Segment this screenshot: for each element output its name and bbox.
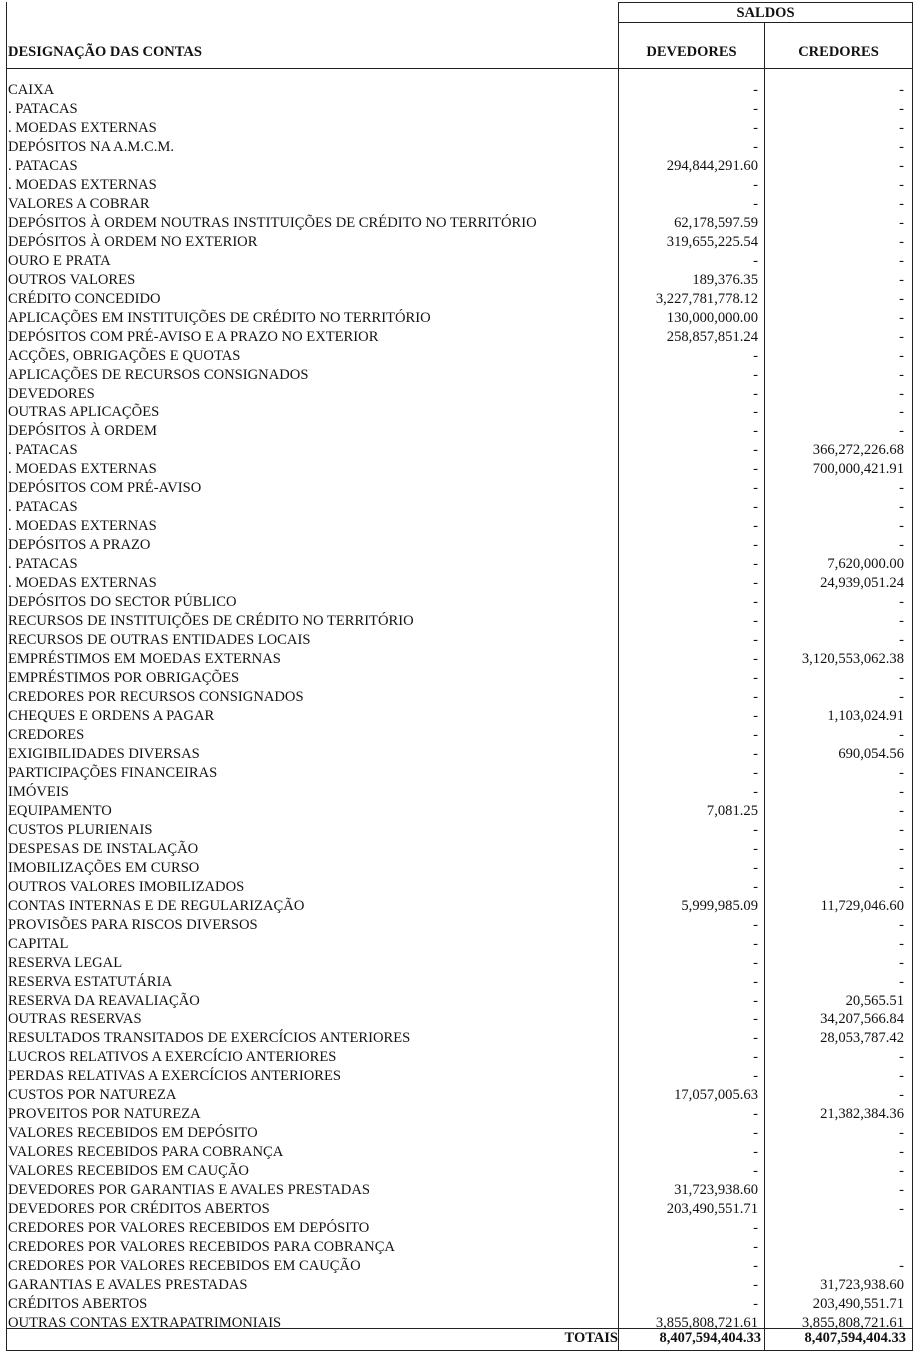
devedores-value: - bbox=[753, 935, 758, 952]
devedores-value: 3,855,808,721.61 bbox=[655, 1314, 758, 1331]
credores-value: - bbox=[899, 1201, 904, 1218]
devedores-value: - bbox=[753, 1296, 758, 1312]
table-row bbox=[6, 802, 913, 821]
devedores-value: 3,227,781,778.12 bbox=[655, 290, 758, 307]
devedores-value: - bbox=[753, 1277, 758, 1294]
devedores-value: - bbox=[753, 783, 758, 800]
account-name: LUCROS RELATIVOS A EXERCÍCIO ANTERIORES bbox=[8, 1049, 337, 1066]
devedores-value: - bbox=[753, 954, 758, 971]
credores-value: - bbox=[899, 271, 904, 288]
table-row bbox=[6, 536, 913, 555]
credores-value: - bbox=[899, 328, 904, 345]
devedores-value: - bbox=[753, 385, 758, 402]
account-name: CREDORES POR VALORES RECEBIDOS EM DEPÓSITO bbox=[8, 1220, 370, 1237]
account-rows bbox=[6, 81, 913, 1333]
credores-value: 11,729,046.60 bbox=[820, 897, 904, 914]
credores-value: - bbox=[899, 82, 904, 98]
devedores-value: - bbox=[753, 878, 758, 895]
account-name: EMPRÉSTIMOS POR OBRIGAÇÕES bbox=[8, 670, 240, 687]
account-name: EXIGIBILIDADES DIVERSAS bbox=[8, 745, 200, 762]
credores-value: - bbox=[899, 935, 904, 952]
credores-value: 690,054.56 bbox=[838, 745, 904, 762]
account-name: RESERVA DA REAVALIAÇÃO bbox=[8, 992, 200, 1009]
credores-value: - bbox=[899, 594, 904, 611]
table-row bbox=[6, 1162, 913, 1181]
table-row bbox=[6, 1124, 913, 1143]
devedores-value: - bbox=[753, 707, 758, 724]
devedores-value: - bbox=[753, 821, 758, 838]
devedores-value: - bbox=[753, 518, 758, 535]
credores-value: 3,855,808,721.61 bbox=[801, 1314, 904, 1331]
credores-value: - bbox=[899, 973, 904, 990]
devedores-value: - bbox=[753, 1106, 758, 1123]
devedores-value: - bbox=[753, 1220, 758, 1237]
table-row bbox=[6, 1029, 913, 1048]
table-row bbox=[6, 574, 913, 593]
credores-value: 203,490,551.71 bbox=[812, 1296, 904, 1312]
credores-value: - bbox=[899, 764, 904, 781]
credores-value: - bbox=[899, 100, 904, 117]
account-name: DEPÓSITOS NA A.M.C.M. bbox=[8, 138, 174, 155]
account-name: GARANTIAS E AVALES PRESTADAS bbox=[8, 1277, 248, 1294]
credores-value: 31,723,938.60 bbox=[820, 1277, 904, 1294]
table-row bbox=[6, 935, 913, 954]
devedores-value: - bbox=[753, 594, 758, 611]
credores-value: 700,000,421.91 bbox=[812, 461, 904, 478]
devedores-value: - bbox=[753, 651, 758, 668]
table-row bbox=[6, 252, 913, 271]
account-name: APLICAÇÕES DE RECURSOS CONSIGNADOS bbox=[8, 366, 309, 383]
account-name: RESULTADOS TRANSITADOS DE EXERCÍCIOS ANTERIORES bbox=[8, 1030, 411, 1047]
top-border bbox=[618, 2, 913, 3]
table-row bbox=[6, 992, 913, 1011]
account-name: . MOEDAS EXTERNAS bbox=[8, 461, 157, 478]
credores-value: - bbox=[899, 138, 904, 155]
account-name: DEPÓSITOS COM PRÉ-AVISO E A PRAZO NO EXTERIOR bbox=[8, 328, 379, 345]
account-name: OUTRAS APLICAÇÕES bbox=[8, 404, 160, 421]
devedores-value: - bbox=[753, 404, 758, 421]
devedores-value: - bbox=[753, 461, 758, 478]
credores-value: - bbox=[899, 802, 904, 819]
table-row bbox=[6, 1276, 913, 1295]
account-name: . PATACAS bbox=[8, 499, 78, 516]
table-row bbox=[6, 916, 913, 935]
devedores-value: 319,655,225.54 bbox=[666, 233, 758, 250]
table-row bbox=[6, 460, 913, 479]
saldos-header: SALDOS bbox=[736, 5, 795, 21]
account-name: RECURSOS DE INSTITUIÇÕES DE CRÉDITO NO TERRITÓRIO bbox=[8, 613, 414, 630]
devedores-value: - bbox=[753, 1125, 758, 1142]
credores-value: - bbox=[899, 726, 904, 743]
table-row bbox=[6, 1295, 913, 1314]
account-name: DEPÓSITOS A PRAZO bbox=[8, 537, 151, 554]
account-name: OUTRAS CONTAS EXTRAPATRIMONIAIS bbox=[8, 1314, 282, 1331]
account-name: . MOEDAS EXTERNAS bbox=[8, 575, 157, 592]
devedores-value: - bbox=[753, 252, 758, 269]
account-name: CREDORES POR VALORES RECEBIDOS EM CAUÇÃO bbox=[8, 1258, 361, 1275]
devedores-value: - bbox=[753, 119, 758, 136]
credores-value: - bbox=[899, 518, 904, 535]
table-row bbox=[6, 517, 913, 536]
table-row bbox=[6, 555, 913, 574]
devedores-value: - bbox=[753, 347, 758, 364]
table-row bbox=[6, 328, 913, 347]
account-name: CREDORES POR VALORES RECEBIDOS PARA COBRANÇA bbox=[8, 1239, 395, 1256]
credores-value: 20,565.51 bbox=[845, 992, 904, 1009]
account-name: VALORES RECEBIDOS EM CAUÇÃO bbox=[8, 1163, 249, 1180]
devedores-value: - bbox=[753, 366, 758, 383]
devedores-value: - bbox=[753, 670, 758, 687]
devedores-header: DEVEDORES bbox=[646, 44, 737, 60]
table-row bbox=[6, 821, 913, 840]
credores-value: - bbox=[899, 632, 904, 649]
totals-credores: 8,407,594,404.33 bbox=[804, 1330, 906, 1346]
table-row bbox=[6, 650, 913, 669]
account-name: . MOEDAS EXTERNAS bbox=[8, 176, 157, 193]
table-row bbox=[6, 1010, 913, 1029]
account-name: DEPÓSITOS COM PRÉ-AVISO bbox=[8, 480, 202, 497]
credores-value: 21,382,384.36 bbox=[820, 1106, 904, 1123]
table-row bbox=[6, 309, 913, 328]
credores-value: - bbox=[899, 366, 904, 383]
account-name: RECURSOS DE OUTRAS ENTIDADES LOCAIS bbox=[8, 632, 311, 649]
devedores-value: - bbox=[753, 973, 758, 990]
account-name: CUSTOS POR NATUREZA bbox=[8, 1087, 177, 1104]
table-row bbox=[6, 840, 913, 859]
credores-value: - bbox=[899, 347, 904, 364]
devedores-value: - bbox=[753, 1068, 758, 1085]
balance-sheet bbox=[6, 2, 913, 1351]
table-row bbox=[6, 403, 913, 422]
table-row bbox=[6, 157, 913, 176]
totals-devedores: 8,407,594,404.33 bbox=[659, 1330, 761, 1346]
credores-value: 3,120,553,062.38 bbox=[801, 651, 904, 668]
table-row bbox=[6, 214, 913, 233]
account-name: . MOEDAS EXTERNAS bbox=[8, 119, 157, 136]
devedores-value: - bbox=[753, 423, 758, 440]
table-row bbox=[6, 1105, 913, 1124]
account-name: OUTROS VALORES IMOBILIZADOS bbox=[8, 878, 245, 895]
table-row bbox=[6, 119, 913, 138]
credores-value: - bbox=[899, 821, 904, 838]
devedores-value: - bbox=[753, 613, 758, 630]
account-name: CAPITAL bbox=[8, 935, 69, 952]
table-row bbox=[6, 745, 913, 764]
devedores-value: - bbox=[753, 100, 758, 117]
credores-value: - bbox=[899, 176, 904, 193]
account-name: PERDAS RELATIVAS A EXERCÍCIOS ANTERIORES bbox=[8, 1068, 341, 1085]
account-name: IMOBILIZAÇÕES EM CURSO bbox=[8, 859, 200, 876]
account-name: DEVEDORES POR CRÉDITOS ABERTOS bbox=[8, 1201, 270, 1218]
table-row bbox=[6, 688, 913, 707]
account-name: PARTICIPAÇÕES FINANCEIRAS bbox=[8, 764, 218, 781]
table-row bbox=[6, 422, 913, 441]
account-name: CHEQUES E ORDENS A PAGAR bbox=[8, 707, 215, 724]
account-name: DEPÓSITOS À ORDEM NOUTRAS INSTITUIÇÕES DE CRÉDITO NO TERRITÓRIO bbox=[8, 214, 537, 231]
credores-value: - bbox=[899, 537, 904, 554]
table-row bbox=[6, 1067, 913, 1086]
account-name: . MOEDAS EXTERNAS bbox=[8, 518, 157, 535]
table-row bbox=[6, 1238, 913, 1257]
table-row bbox=[6, 1048, 913, 1067]
devedores-value: - bbox=[753, 992, 758, 1009]
account-name: EMPRÉSTIMOS EM MOEDAS EXTERNAS bbox=[8, 651, 281, 668]
devedores-value: - bbox=[753, 859, 758, 876]
credores-value: - bbox=[899, 499, 904, 516]
table-row bbox=[6, 973, 913, 992]
account-name: CREDORES POR RECURSOS CONSIGNADOS bbox=[8, 689, 304, 705]
account-name: DEPÓSITOS À ORDEM NO EXTERIOR bbox=[8, 233, 258, 250]
devedores-value: - bbox=[753, 556, 758, 573]
devedores-value: - bbox=[753, 480, 758, 497]
table-row bbox=[6, 498, 913, 517]
devedores-value: 130,000,000.00 bbox=[666, 309, 758, 326]
devedores-value: 5,999,985.09 bbox=[681, 897, 758, 914]
table-row bbox=[6, 1219, 913, 1238]
account-name: CRÉDITOS ABERTOS bbox=[8, 1296, 148, 1312]
account-name: RESERVA LEGAL bbox=[8, 954, 123, 971]
devedores-value: 258,857,851.24 bbox=[666, 328, 758, 345]
table-row bbox=[6, 878, 913, 897]
credores-value: - bbox=[899, 404, 904, 421]
account-name: CREDORES bbox=[8, 726, 85, 743]
account-name: CAIXA bbox=[8, 82, 55, 98]
credores-value: - bbox=[899, 1144, 904, 1161]
devedores-value: - bbox=[753, 176, 758, 193]
credores-value: - bbox=[899, 783, 904, 800]
table-row bbox=[6, 669, 913, 688]
account-name: DESPESAS DE INSTALAÇÃO bbox=[8, 840, 199, 857]
account-name: APLICAÇÕES EM INSTITUIÇÕES DE CRÉDITO NO TERRITÓRIO bbox=[8, 309, 431, 326]
table-row bbox=[6, 290, 913, 309]
table-row bbox=[6, 859, 913, 878]
devedores-value: - bbox=[753, 442, 758, 459]
devedores-value: - bbox=[753, 499, 758, 516]
devedores-value: - bbox=[753, 726, 758, 743]
devedores-value: - bbox=[753, 840, 758, 857]
devedores-value: - bbox=[753, 1049, 758, 1066]
credores-value: - bbox=[899, 689, 904, 705]
account-name: . PATACAS bbox=[8, 100, 78, 117]
table-row bbox=[6, 138, 913, 157]
credores-value: - bbox=[899, 157, 904, 174]
devedores-value: - bbox=[753, 1030, 758, 1047]
designacao-header: DESIGNAÇÃO DAS CONTAS bbox=[8, 44, 202, 60]
credores-value: 24,939,051.24 bbox=[820, 575, 904, 592]
credores-value: - bbox=[899, 1049, 904, 1066]
account-name: OUTROS VALORES bbox=[8, 271, 136, 288]
credores-value: - bbox=[899, 423, 904, 440]
devedores-value: - bbox=[753, 1144, 758, 1161]
table-row bbox=[6, 764, 913, 783]
devedores-value: - bbox=[753, 138, 758, 155]
credores-value: - bbox=[899, 840, 904, 857]
credores-value: - bbox=[899, 878, 904, 895]
account-name: CONTAS INTERNAS E DE REGULARIZAÇÃO bbox=[8, 897, 305, 914]
credores-value: - bbox=[899, 1163, 904, 1180]
credores-value: - bbox=[899, 954, 904, 971]
devedores-value: 189,376.35 bbox=[692, 271, 758, 288]
credores-value: 366,272,226.68 bbox=[812, 442, 904, 459]
devedores-value: 294,844,291.60 bbox=[666, 157, 758, 174]
table-row bbox=[6, 1200, 913, 1219]
devedores-value: - bbox=[753, 1011, 758, 1028]
devedores-value: - bbox=[753, 575, 758, 592]
account-name: OURO E PRATA bbox=[8, 252, 111, 269]
table-row bbox=[6, 612, 913, 631]
credores-value: 28,053,787.42 bbox=[820, 1030, 904, 1047]
table-row bbox=[6, 195, 913, 214]
table-row bbox=[6, 1257, 913, 1276]
credores-value: - bbox=[899, 1258, 904, 1275]
devedores-value: - bbox=[753, 1239, 758, 1256]
table-row bbox=[6, 233, 913, 252]
devedores-value: - bbox=[753, 764, 758, 781]
table-row bbox=[6, 593, 913, 612]
devedores-value: - bbox=[753, 537, 758, 554]
account-name: PROVEITOS POR NATUREZA bbox=[8, 1106, 201, 1123]
account-name: DEPÓSITOS DO SECTOR PÚBLICO bbox=[8, 594, 237, 611]
header-bottom-border bbox=[6, 68, 913, 69]
table-row bbox=[6, 385, 913, 404]
bottom-border bbox=[6, 1350, 913, 1351]
table-row bbox=[6, 954, 913, 973]
account-name: CUSTOS PLURIENAIS bbox=[8, 821, 153, 838]
account-name: VALORES RECEBIDOS PARA COBRANÇA bbox=[8, 1144, 284, 1161]
account-name: DEVEDORES bbox=[8, 385, 95, 402]
credores-value: 34,207,566.84 bbox=[820, 1011, 904, 1028]
account-name: PROVISÕES PARA RISCOS DIVERSOS bbox=[8, 916, 258, 933]
account-name: . PATACAS bbox=[8, 157, 78, 174]
table-row bbox=[6, 707, 913, 726]
table-row bbox=[6, 81, 913, 100]
account-name: ACÇÕES, OBRIGAÇÕES E QUOTAS bbox=[8, 347, 241, 364]
account-name: . PATACAS bbox=[8, 556, 78, 573]
devedores-value: - bbox=[753, 82, 758, 98]
credores-value: 7,620,000.00 bbox=[827, 556, 904, 573]
devedores-value: 7,081.25 bbox=[706, 802, 758, 819]
totals-label: TOTAIS bbox=[564, 1330, 618, 1346]
table-row bbox=[6, 366, 913, 385]
credores-value: - bbox=[899, 916, 904, 933]
table-row bbox=[6, 1181, 913, 1200]
devedores-value: - bbox=[753, 745, 758, 762]
credores-value: - bbox=[899, 613, 904, 630]
credores-value: - bbox=[899, 1182, 904, 1199]
table-row bbox=[6, 783, 913, 802]
table-row bbox=[6, 479, 913, 498]
devedores-value: - bbox=[753, 632, 758, 649]
account-name: DEVEDORES POR GARANTIAS E AVALES PRESTADAS bbox=[8, 1182, 370, 1199]
account-name: OUTRAS RESERVAS bbox=[8, 1011, 142, 1028]
credores-value: - bbox=[899, 859, 904, 876]
table-row bbox=[6, 1143, 913, 1162]
devedores-value: - bbox=[753, 916, 758, 933]
credores-value: - bbox=[899, 309, 904, 326]
account-name: DEPÓSITOS À ORDEM bbox=[8, 423, 157, 440]
credores-value: - bbox=[899, 385, 904, 402]
table-row bbox=[6, 631, 913, 650]
credores-value: 1,103,024.91 bbox=[827, 707, 904, 724]
credores-value: - bbox=[899, 1125, 904, 1142]
table-row bbox=[6, 271, 913, 290]
table-row bbox=[6, 1086, 913, 1105]
credores-value: - bbox=[899, 290, 904, 307]
credores-value: - bbox=[899, 1068, 904, 1085]
account-name: IMÓVEIS bbox=[8, 783, 69, 800]
devedores-value: 17,057,005.63 bbox=[674, 1087, 758, 1104]
table-row bbox=[6, 726, 913, 745]
credores-header: CREDORES bbox=[798, 44, 879, 60]
table-row bbox=[6, 100, 913, 119]
credores-value: - bbox=[899, 252, 904, 269]
devedores-value: - bbox=[753, 689, 758, 705]
credores-value: - bbox=[899, 214, 904, 231]
devedores-value: 62,178,597.59 bbox=[674, 214, 758, 231]
table-row bbox=[6, 441, 913, 460]
devedores-value: 31,723,938.60 bbox=[674, 1182, 758, 1199]
table-row bbox=[6, 897, 913, 916]
saldos-underline bbox=[618, 22, 913, 23]
table-row bbox=[6, 176, 913, 195]
devedores-value: 203,490,551.71 bbox=[666, 1201, 758, 1218]
account-name: VALORES A COBRAR bbox=[8, 195, 150, 212]
devedores-value: - bbox=[753, 1163, 758, 1180]
credores-value: - bbox=[899, 480, 904, 497]
devedores-value: - bbox=[753, 195, 758, 212]
account-name: RESERVA ESTATUTÁRIA bbox=[8, 973, 173, 990]
account-name: VALORES RECEBIDOS EM DEPÓSITO bbox=[8, 1125, 258, 1142]
credores-value: - bbox=[899, 670, 904, 687]
credores-value: - bbox=[899, 119, 904, 136]
table-row bbox=[6, 347, 913, 366]
account-name: CRÉDITO CONCEDIDO bbox=[8, 290, 161, 307]
credores-value: - bbox=[899, 1087, 904, 1104]
devedores-value: - bbox=[753, 1258, 758, 1275]
account-name: . PATACAS bbox=[8, 442, 78, 459]
credores-value: - bbox=[899, 195, 904, 212]
credores-value: - bbox=[899, 233, 904, 250]
account-name: EQUIPAMENTO bbox=[8, 802, 112, 819]
